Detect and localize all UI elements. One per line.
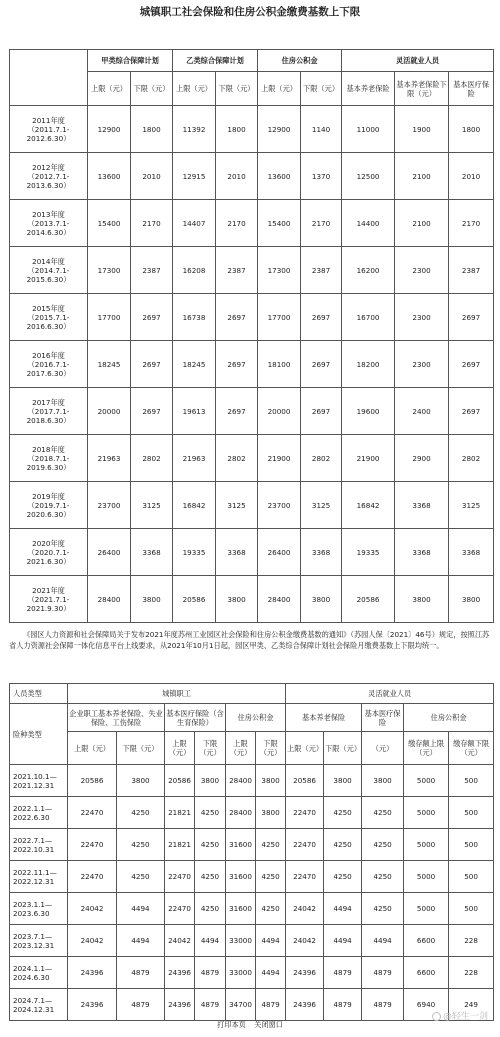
table-header-row: [10, 684, 494, 704]
limit-header-row: [10, 732, 494, 765]
value-cell: 4494: [324, 925, 362, 957]
value-cell: 4879: [324, 957, 362, 989]
table-row: [10, 576, 494, 623]
value-cell: 4250: [195, 829, 226, 861]
table-row: [10, 989, 494, 1021]
period-cell: 2022.1.1—2022.6.30: [10, 797, 68, 829]
value-cell: 24042: [286, 893, 324, 925]
year-period: （2015.7.1-2016.6.30）: [26, 312, 71, 331]
value-cell: 4250: [195, 861, 226, 893]
value-cell: 22470: [286, 797, 324, 829]
value-cell: 6600: [404, 925, 449, 957]
group-header-flexible: 灵活就业人员: [286, 684, 494, 704]
value-cell: 20000: [88, 388, 131, 435]
value-cell: 3368: [131, 529, 173, 576]
value-cell: 16738: [173, 294, 216, 341]
value-cell: 18245: [88, 341, 131, 388]
value-cell: 500: [449, 765, 494, 797]
value-cell: 31600: [226, 893, 256, 925]
value-cell: 2170: [449, 200, 494, 247]
table-row: [10, 435, 494, 482]
value-cell: 17300: [258, 247, 301, 294]
year-cell: [10, 529, 88, 576]
value-cell: 4879: [256, 989, 286, 1021]
base-limits-table-2021-2024: [9, 683, 494, 1021]
value-cell: 15400: [88, 200, 131, 247]
type-housing: 住房公积金: [226, 704, 286, 732]
type-pension-unemployment-injury: 企业职工基本养老保险、失业保险、工伤保险: [68, 704, 165, 732]
value-cell: 16200: [342, 247, 395, 294]
value-cell: 4250: [117, 797, 165, 829]
value-cell: 22470: [165, 893, 195, 925]
value-cell: 4494: [256, 957, 286, 989]
value-cell: 21900: [258, 435, 301, 482]
value-cell: 11000: [342, 106, 395, 153]
value-cell: 3800: [117, 765, 165, 797]
value-cell: 2697: [131, 294, 173, 341]
value-cell: 19335: [342, 529, 395, 576]
year-period: （2019.7.1-2020.6.30）: [26, 500, 71, 519]
type-flex-pension: 基本养老保险: [286, 704, 362, 732]
corner-cell: [10, 50, 88, 106]
value-cell: 12900: [258, 106, 301, 153]
value-cell: 2170: [131, 200, 173, 247]
watermark-text: @轻生一剑: [442, 1012, 488, 1022]
table-row: [10, 341, 494, 388]
value-cell: 19600: [342, 388, 395, 435]
value-cell: 17700: [88, 294, 131, 341]
table-row: [10, 957, 494, 989]
value-cell: 23700: [88, 482, 131, 529]
value-cell: 21963: [173, 435, 216, 482]
value-cell: 4879: [195, 989, 226, 1021]
value-cell: 1800: [449, 106, 494, 153]
period-cell: 2021.10.1—2021.12.31: [10, 765, 68, 797]
value-cell: 31600: [226, 861, 256, 893]
value-cell: 2697: [131, 341, 173, 388]
value-cell: 3800: [195, 765, 226, 797]
table-row: [10, 765, 494, 797]
value-cell: 19335: [173, 529, 216, 576]
value-cell: 500: [449, 861, 494, 893]
value-cell: 16842: [342, 482, 395, 529]
value-cell: 3800: [256, 797, 286, 829]
year-cell: [10, 247, 88, 294]
period-cell: 2022.11.1—2022.12.31: [10, 861, 68, 893]
insurance-type-label: 险种类型: [10, 704, 68, 765]
value-cell: 22470: [286, 829, 324, 861]
year-period: （2021.7.1-2021.9.30）: [26, 594, 71, 613]
group-header-housing: 住房公积金: [258, 50, 342, 72]
value-cell: 18245: [173, 341, 216, 388]
value-cell: 14400: [342, 200, 395, 247]
notice-paragraph: 《园区人力资源和社会保障局关于发布2021年度苏州工业园区社会保险和住房公积金缴费基数的通知》（苏园人保〔2021〕46号）规定，按照江苏省人力资源社会保障一体化信息平台上线要求，从2021年10月1日起，园区甲类、乙类综合保障计划社会保险月缴费基数上下限均统一。: [9, 630, 490, 650]
value-cell: 21963: [88, 435, 131, 482]
value-cell: 3125: [216, 482, 258, 529]
value-cell: 4494: [324, 893, 362, 925]
value-cell: 3368: [301, 529, 342, 576]
period-cell: 2022.7.1—2022.10.31: [10, 829, 68, 861]
year-period: （2018.7.1-2019.6.30）: [26, 453, 71, 472]
subheader-cell: 上限（元）: [88, 72, 131, 106]
value-cell: 22470: [286, 861, 324, 893]
year-period: （2016.7.1-2017.6.30）: [26, 359, 71, 378]
value-cell: 6940: [404, 989, 449, 1021]
subheader-cell: 基本养老保险: [342, 72, 395, 106]
value-cell: 33000: [226, 925, 256, 957]
year-label: 2016年度: [32, 350, 65, 360]
insurance-type-row: [10, 704, 494, 732]
value-cell: 4250: [256, 893, 286, 925]
value-cell: 1800: [131, 106, 173, 153]
value-cell: 4250: [117, 861, 165, 893]
table-row: [10, 106, 494, 153]
value-cell: 18100: [258, 341, 301, 388]
value-cell: 3368: [395, 529, 449, 576]
value-cell: 18200: [342, 341, 395, 388]
value-cell: 2900: [395, 435, 449, 482]
value-cell: 3800: [256, 765, 286, 797]
table-header-row: [10, 50, 494, 72]
value-cell: 5000: [404, 829, 449, 861]
value-cell: 24396: [286, 989, 324, 1021]
value-cell: 4494: [195, 925, 226, 957]
print-page-link[interactable]: 打印本页: [217, 1020, 246, 1029]
value-cell: 3125: [301, 482, 342, 529]
year-label: 2013年度: [32, 209, 65, 219]
value-cell: 2697: [301, 294, 342, 341]
value-cell: 2697: [216, 341, 258, 388]
limit-cell: 上限（元）: [68, 732, 117, 765]
value-cell: 2697: [449, 341, 494, 388]
value-cell: 2010: [216, 153, 258, 200]
year-cell: [10, 435, 88, 482]
year-label: 2021年度: [32, 585, 65, 595]
value-cell: 500: [449, 797, 494, 829]
value-cell: 3125: [449, 482, 494, 529]
value-cell: 2802: [216, 435, 258, 482]
value-cell: 16842: [173, 482, 216, 529]
value-cell: 3800: [449, 576, 494, 623]
value-cell: 5000: [404, 765, 449, 797]
value-cell: 4879: [195, 957, 226, 989]
group-header-a: 甲类综合保障计划: [88, 50, 173, 72]
table-row: [10, 153, 494, 200]
year-label: 2019年度: [32, 491, 65, 501]
value-cell: 2697: [216, 388, 258, 435]
subheader-cell: 基本医疗保险: [449, 72, 494, 106]
year-cell: [10, 341, 88, 388]
type-medical: 基本医疗保险（含生育保险）: [165, 704, 226, 732]
value-cell: 3800: [324, 765, 362, 797]
value-cell: 2802: [131, 435, 173, 482]
table-row: [10, 482, 494, 529]
value-cell: 2697: [301, 388, 342, 435]
value-cell: 4250: [362, 797, 404, 829]
value-cell: 5000: [404, 893, 449, 925]
value-cell: 1140: [301, 106, 342, 153]
value-cell: 2387: [449, 247, 494, 294]
value-cell: 6600: [404, 957, 449, 989]
value-cell: 34700: [226, 989, 256, 1021]
year-cell: [10, 482, 88, 529]
value-cell: 2697: [131, 388, 173, 435]
value-cell: 24042: [286, 925, 324, 957]
value-cell: 28400: [88, 576, 131, 623]
value-cell: 1370: [301, 153, 342, 200]
limit-cell: 下限（元）: [117, 732, 165, 765]
value-cell: 24396: [286, 957, 324, 989]
value-cell: 2170: [216, 200, 258, 247]
watermark: [432, 1009, 488, 1022]
person-type-label: 人员类型: [10, 684, 68, 704]
group-header-flexible: 灵活就业人员: [342, 50, 494, 72]
value-cell: 2300: [395, 341, 449, 388]
type-flex-medical: 基本医疗保险: [362, 704, 404, 732]
value-cell: 500: [449, 893, 494, 925]
value-cell: 22470: [68, 829, 117, 861]
value-cell: 33000: [226, 957, 256, 989]
value-cell: 12900: [88, 106, 131, 153]
subheader-cell: 上限（元）: [173, 72, 216, 106]
value-cell: 2697: [449, 294, 494, 341]
value-cell: 4250: [324, 829, 362, 861]
value-cell: 4250: [117, 829, 165, 861]
limit-cell: 下限（元）: [256, 732, 286, 765]
value-cell: 20000: [258, 388, 301, 435]
period-cell: 2024.7.1—2024.12.31: [10, 989, 68, 1021]
value-cell: 2697: [449, 388, 494, 435]
value-cell: 3125: [131, 482, 173, 529]
value-cell: 5000: [404, 861, 449, 893]
subheader-cell: 下限（元）: [301, 72, 342, 106]
year-period: （2017.7.1-2018.6.30）: [26, 406, 71, 425]
value-cell: 28400: [226, 797, 256, 829]
value-cell: 14407: [173, 200, 216, 247]
table-row: [10, 893, 494, 925]
value-cell: 16208: [173, 247, 216, 294]
page-title: 城镇职工社会保险和住房公积金缴费基数上下限: [139, 6, 361, 18]
year-period: （2012.7.1-2013.6.30）: [26, 171, 71, 190]
value-cell: 24396: [165, 957, 195, 989]
value-cell: 4494: [117, 893, 165, 925]
value-cell: 2387: [216, 247, 258, 294]
value-cell: 4250: [324, 861, 362, 893]
value-cell: 19613: [173, 388, 216, 435]
limit-cell: 下限（元）: [195, 732, 226, 765]
subheader-cell: 基本养老保险下限（元）: [395, 72, 449, 106]
value-cell: 22470: [68, 797, 117, 829]
value-cell: 26400: [258, 529, 301, 576]
watermark-logo-icon: [432, 1012, 441, 1021]
value-cell: 4879: [117, 957, 165, 989]
value-cell: 3368: [395, 482, 449, 529]
value-cell: 23700: [258, 482, 301, 529]
subheader-cell: 下限（元）: [216, 72, 258, 106]
limit-cell: 上限（元）: [226, 732, 256, 765]
value-cell: 249: [449, 989, 494, 1021]
value-cell: 4250: [195, 893, 226, 925]
value-cell: 20586: [342, 576, 395, 623]
value-cell: 2300: [395, 294, 449, 341]
year-period: （2014.7.1-2015.6.30）: [26, 265, 71, 284]
value-cell: 20586: [68, 765, 117, 797]
value-cell: 22470: [68, 861, 117, 893]
value-cell: 3800: [131, 576, 173, 623]
value-cell: 2010: [449, 153, 494, 200]
table-row: [10, 829, 494, 861]
period-cell: 2024.1.1—2024.6.30: [10, 957, 68, 989]
value-cell: 228: [449, 925, 494, 957]
table-row: [10, 925, 494, 957]
base-limits-table-2011-2021: [9, 49, 494, 623]
value-cell: 24396: [68, 957, 117, 989]
value-cell: 2697: [216, 294, 258, 341]
table-row: [10, 294, 494, 341]
year-cell: [10, 576, 88, 623]
group-header-urban: 城镇职工: [68, 684, 286, 704]
value-cell: 24042: [68, 925, 117, 957]
limit-cell: 缴存额上限（元）: [404, 732, 449, 765]
value-cell: 4250: [256, 829, 286, 861]
year-label: 2020年度: [32, 538, 65, 548]
value-cell: 24396: [165, 989, 195, 1021]
year-label: 2017年度: [32, 397, 65, 407]
value-cell: 2802: [449, 435, 494, 482]
table-row: [10, 861, 494, 893]
value-cell: 12500: [342, 153, 395, 200]
table-row: [10, 529, 494, 576]
value-cell: 1900: [395, 106, 449, 153]
table-row: [10, 797, 494, 829]
value-cell: 3368: [449, 529, 494, 576]
value-cell: 17700: [258, 294, 301, 341]
value-cell: 4879: [324, 989, 362, 1021]
value-cell: 28400: [226, 765, 256, 797]
value-cell: 24396: [68, 989, 117, 1021]
value-cell: 4250: [362, 893, 404, 925]
year-cell: [10, 294, 88, 341]
limit-cell: 上限（元）: [286, 732, 324, 765]
value-cell: 26400: [88, 529, 131, 576]
value-cell: 20586: [286, 765, 324, 797]
value-cell: 4250: [362, 829, 404, 861]
value-cell: 4250: [324, 797, 362, 829]
page-footer: [0, 1020, 500, 1030]
value-cell: 2387: [131, 247, 173, 294]
value-cell: 5000: [404, 797, 449, 829]
value-cell: 4250: [256, 861, 286, 893]
value-cell: 20586: [165, 765, 195, 797]
value-cell: 2100: [395, 200, 449, 247]
value-cell: 4494: [117, 925, 165, 957]
value-cell: 2387: [301, 247, 342, 294]
value-cell: 17300: [88, 247, 131, 294]
value-cell: 3368: [216, 529, 258, 576]
value-cell: 21821: [165, 829, 195, 861]
value-cell: 4879: [362, 989, 404, 1021]
year-period: （2020.7.1-2021.6.30）: [26, 547, 71, 566]
value-cell: 11392: [173, 106, 216, 153]
value-cell: 3800: [216, 576, 258, 623]
value-cell: 4879: [117, 989, 165, 1021]
value-cell: 20586: [173, 576, 216, 623]
value-cell: 2400: [395, 388, 449, 435]
value-cell: 228: [449, 957, 494, 989]
year-period: （2011.7.1-2012.6.30）: [26, 124, 71, 143]
value-cell: 21821: [165, 797, 195, 829]
year-label: 2018年度: [32, 444, 65, 454]
value-cell: 24042: [68, 893, 117, 925]
value-cell: 13600: [258, 153, 301, 200]
value-cell: 4879: [362, 957, 404, 989]
value-cell: 15400: [258, 200, 301, 247]
period-cell: 2023.7.1—2023.12.31: [10, 925, 68, 957]
limit-cell: 上限（元）: [165, 732, 195, 765]
subheader-cell: 上限（元）: [258, 72, 301, 106]
value-cell: 12915: [173, 153, 216, 200]
limit-cell: 下限（元）: [324, 732, 362, 765]
value-cell: 2170: [301, 200, 342, 247]
value-cell: 21900: [342, 435, 395, 482]
limit-cell: （元）: [362, 732, 404, 765]
year-label: 2012年度: [32, 162, 65, 172]
value-cell: 3800: [362, 765, 404, 797]
value-cell: 500: [449, 829, 494, 861]
close-window-link[interactable]: 关闭窗口: [254, 1020, 283, 1029]
value-cell: 13600: [88, 153, 131, 200]
subheader-cell: 下限（元）: [131, 72, 173, 106]
year-label: 2011年度: [32, 115, 65, 125]
limit-cell: 缴存额下限（元）: [449, 732, 494, 765]
year-label: 2014年度: [32, 256, 65, 266]
value-cell: 4250: [195, 797, 226, 829]
value-cell: 2802: [301, 435, 342, 482]
year-period: （2013.7.1-2014.6.30）: [26, 218, 71, 237]
table-row: [10, 247, 494, 294]
year-cell: [10, 200, 88, 247]
table-row: [10, 388, 494, 435]
value-cell: 31600: [226, 829, 256, 861]
value-cell: 16700: [342, 294, 395, 341]
group-header-b: 乙类综合保障计划: [173, 50, 258, 72]
value-cell: 2010: [131, 153, 173, 200]
year-label: 2015年度: [32, 303, 65, 313]
value-cell: 2300: [395, 247, 449, 294]
value-cell: 3800: [395, 576, 449, 623]
year-cell: [10, 153, 88, 200]
value-cell: 1800: [216, 106, 258, 153]
year-cell: [10, 388, 88, 435]
period-cell: 2023.1.1—2023.6.30: [10, 893, 68, 925]
value-cell: 28400: [258, 576, 301, 623]
value-cell: 3800: [301, 576, 342, 623]
value-cell: 24042: [165, 925, 195, 957]
value-cell: 4494: [362, 925, 404, 957]
value-cell: 4494: [256, 925, 286, 957]
year-cell: [10, 106, 88, 153]
table-row: [10, 200, 494, 247]
value-cell: 2697: [301, 341, 342, 388]
type-flex-housing: 住房公积金: [404, 704, 494, 732]
value-cell: 2100: [395, 153, 449, 200]
value-cell: 22470: [165, 861, 195, 893]
value-cell: 4250: [362, 861, 404, 893]
